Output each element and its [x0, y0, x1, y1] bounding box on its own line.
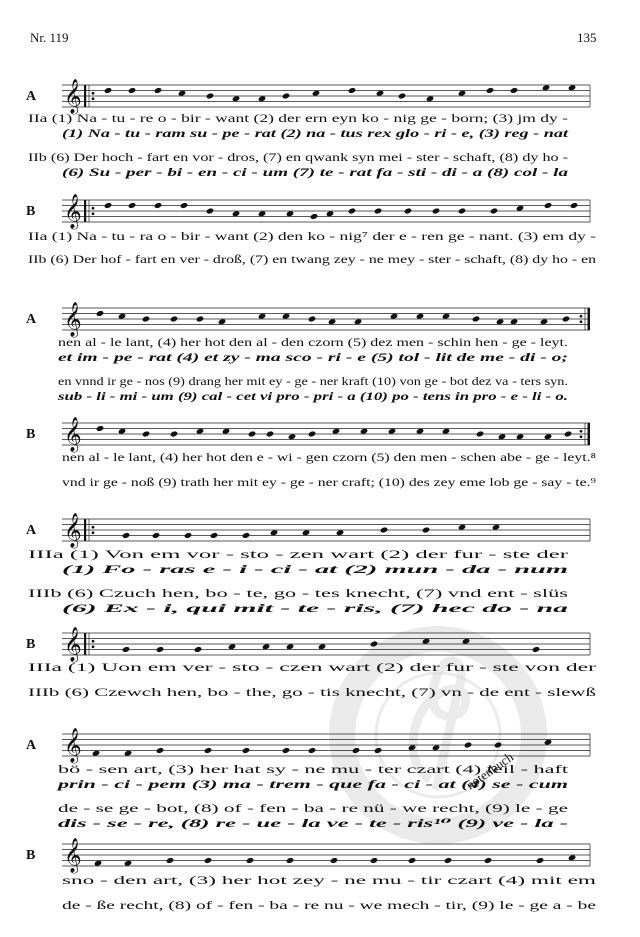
- note-head: [408, 857, 416, 864]
- lyric-line-a: (1) Na - tu - ram su - pe - rat (2) na - tus rex glo - ri - e, (3) reg - nat: [62, 128, 570, 140]
- note-head: [104, 202, 112, 209]
- note-head: [308, 431, 316, 438]
- note-head: [142, 431, 150, 438]
- note-head: [204, 857, 212, 864]
- lyric-line-b: IIIb (6) Czewch hen, bo - the, go - tis knecht, (7) vn - de ent - slewß: [28, 687, 597, 699]
- lyric-line-a: (6) Ex - i, qui mit - te - ris, (7) hec do - na: [62, 603, 569, 615]
- note-head: [266, 431, 274, 438]
- treble-clef-icon: 𝄞: [64, 628, 82, 661]
- part-label: A: [26, 312, 37, 327]
- lyric-line-a: bö - sen art, (3) her hat sy - ne mu - ter czart (4) teil - haft: [58, 764, 570, 776]
- lyric-line-b: IIIa (1) Uon em ver - sto - czen wart (2) der fur - ste von der: [28, 662, 597, 674]
- treble-clef-icon: 𝄞: [64, 195, 82, 228]
- part-label: A: [26, 89, 37, 104]
- staff-a-system-3: [26, 513, 590, 549]
- note-head: [422, 527, 430, 534]
- lyric-line-b: sno - den art, (3) her hot zey - ne mu - tir czart (4) mit em: [62, 875, 597, 887]
- note-head: [194, 646, 202, 653]
- note-head: [282, 93, 290, 100]
- note-head: [128, 87, 136, 94]
- lyric-line-a: nen al - le lant, (4) her hot den al - den czorn (5) dez men - schin hen - ge - leyt.: [58, 337, 569, 349]
- note-head: [510, 87, 518, 94]
- note-head: [152, 532, 160, 539]
- note-head: [348, 87, 356, 94]
- note-head: [282, 747, 290, 754]
- lyric-line-a: IIIa (1) Von em vor - sto - zen wart (2) der fur - ste der: [28, 549, 569, 561]
- part-label: B: [26, 204, 36, 219]
- note-head: [206, 208, 214, 215]
- note-head: [154, 87, 162, 94]
- note-head: [104, 87, 112, 94]
- note-head: [432, 208, 440, 215]
- part-label: B: [26, 427, 36, 442]
- treble-clef-icon: 𝄞: [64, 514, 82, 547]
- note-head: [196, 316, 204, 323]
- note-head: [380, 527, 388, 534]
- note-head: [96, 425, 104, 432]
- part-label: B: [26, 848, 36, 863]
- treble-clef-icon: 𝄞: [64, 303, 82, 336]
- watermark-text: notenbuch: [463, 749, 517, 793]
- note-head: [156, 747, 164, 754]
- note-head: [242, 747, 250, 754]
- note-head: [242, 532, 250, 539]
- note-head: [308, 747, 316, 754]
- lyrics-system-2: [57, 337, 596, 489]
- note-head: [154, 202, 162, 209]
- note-head: [180, 202, 188, 209]
- note-head: [490, 208, 498, 215]
- note-head: [308, 316, 316, 323]
- note-head: [204, 747, 212, 754]
- note-head: [398, 93, 406, 100]
- note-head: [458, 208, 466, 215]
- note-head: [248, 431, 256, 438]
- note-head: [166, 857, 174, 864]
- lyric-line-a: en vnnd ir ge - nos (9) drang her mit ey - ge - ner kraft (10) von ge - bot dez va - ters syn.: [58, 376, 569, 388]
- staff-b-system-1: [26, 194, 590, 230]
- note-head: [184, 532, 192, 539]
- note-head: [484, 857, 492, 864]
- staff-a-system-2: [26, 302, 590, 338]
- note-head: [374, 208, 382, 215]
- lyric-line-a: (6) Su - per - bi - en - ci - um (7) te - rat fa - sti - di - a (8) col - la: [62, 167, 569, 179]
- lyric-line-b: vnd ir ge - noß (9) trath her mit ey - ge - ner craft; (10) des zey eme lob ge - say - te.⁹: [62, 477, 596, 489]
- note-head: [286, 857, 294, 864]
- note-head: [246, 857, 254, 864]
- note-head: [464, 742, 472, 749]
- staff-b-system-2: [26, 417, 590, 453]
- treble-clef-icon: 𝄞: [64, 80, 82, 113]
- lyric-line-a: et im - pe - rat (4) et zy - ma sco - ri - e (5) tol - lit de me - di - o;: [58, 352, 569, 364]
- note-head: [122, 532, 130, 539]
- staff-a-system-1: [26, 79, 590, 115]
- note-head: [444, 857, 452, 864]
- note-head: [96, 310, 104, 317]
- lyrics-system-1: [28, 113, 596, 266]
- lyric-line-a: dis - se - re, (8) re - ue - la ve - te - ris¹⁰ (9) ve - la -: [58, 818, 569, 830]
- note-head: [122, 646, 130, 653]
- note-head: [476, 431, 484, 438]
- page-number: 135: [577, 30, 597, 45]
- note-head: [128, 202, 136, 209]
- lyric-line-a: de - se ge - bot, (8) of - fen - ba - re nü - we recht, (9) le - ge: [58, 803, 568, 815]
- lyric-line-a: IIb (6) Der hoch - fart en vor - dros, (7) en qwank syn mei - ster - schaft, (8) dy ho -: [28, 152, 569, 164]
- note-head: [310, 213, 318, 220]
- treble-clef-icon: 𝄞: [64, 729, 82, 762]
- lyric-line-a: IIa (1) Na - tu - re o - bir - want (2) der ern eyn ko - nig ge - born; (3) jm dy -: [28, 113, 569, 125]
- lyric-line-b: IIa (1) Na - tu - ra o - bir - want (2) den ko - nig⁷ der e - ren ge - nant. (3) em dy -: [28, 231, 597, 243]
- note-head: [330, 857, 338, 864]
- note-head: [374, 747, 382, 754]
- part-label: A: [26, 523, 37, 538]
- note-head: [472, 316, 480, 323]
- note-head: [564, 431, 572, 438]
- note-head: [486, 87, 494, 94]
- note-head: [156, 646, 164, 653]
- note-head: [142, 316, 150, 323]
- lyric-line-b: nen al - le lant, (4) her hot den e - wi - gen czorn (5) den men - schen abe - ge - leyt.⁸: [62, 452, 596, 464]
- note-head: [206, 93, 214, 100]
- staff-b-system-4: [26, 838, 590, 874]
- lyric-line-a: sub - li - mi - um (9) cal - cet vi pro - pri - a (10) po - tens in pro - e - li - o.: [56, 391, 568, 403]
- lyrics-system-4: [56, 764, 596, 912]
- lyric-line-b: IIb (6) Der hof - fart en ver - droß, (7) en twang zey - ne mey - ster - schaft, (8) dy ho - en: [28, 254, 597, 266]
- note-head: [370, 857, 378, 864]
- note-head: [532, 646, 540, 653]
- lyric-line-a: (1) Fo - ras e - i - ci - at (2) mun - da - num: [62, 564, 569, 576]
- part-label: B: [26, 637, 36, 652]
- note-head: [404, 208, 412, 215]
- note-head: [210, 532, 218, 539]
- lyric-line-a: IIIb (6) Czuch hen, bo - te, go - tes knecht, (7) vnd ent - slüs: [28, 588, 570, 600]
- note-head: [170, 431, 178, 438]
- treble-clef-icon: 𝄞: [64, 839, 82, 872]
- treble-clef-icon: 𝄞: [64, 418, 82, 451]
- note-head: [570, 202, 578, 209]
- part-label: A: [26, 738, 37, 753]
- note-head: [562, 316, 570, 323]
- note-head: [170, 316, 178, 323]
- lyric-line-b: de - ße recht, (8) of - fen - ba - re nu - we mech - tir, (9) le - ge a - be: [62, 900, 596, 912]
- lyric-line-a: prin - ci - pem (3) ma - trem - que fa - ci - at (4) se - cum: [56, 779, 569, 791]
- catalog-number: Nr. 119: [30, 30, 69, 45]
- note-head: [536, 857, 544, 864]
- note-head: [544, 202, 552, 209]
- note-head: [348, 208, 356, 215]
